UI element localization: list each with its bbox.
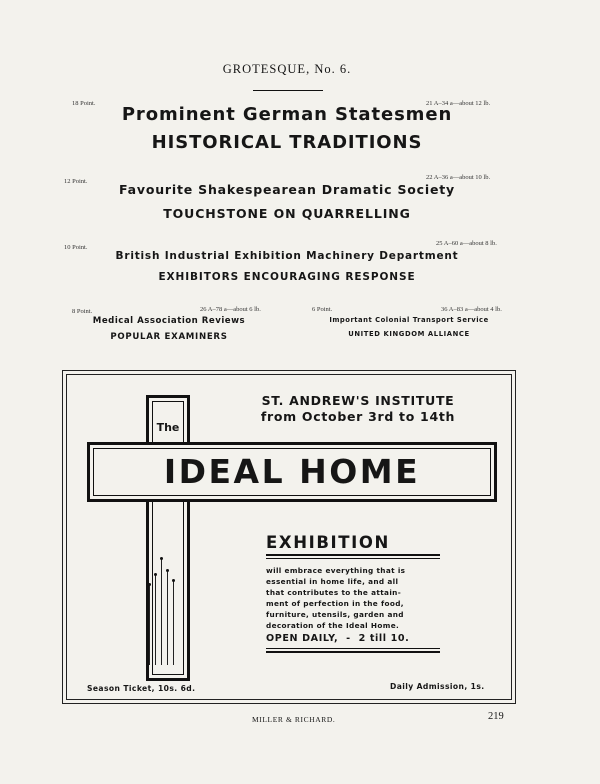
size-label: 6 Point. bbox=[312, 306, 333, 313]
size-label: 18 Point. bbox=[72, 100, 96, 107]
weight-note: 21 A–34 a—about 12 lb. bbox=[426, 100, 491, 107]
ad-open-daily: OPEN DAILY, - 2 till 10. bbox=[266, 633, 410, 644]
exhibition-rule-thin bbox=[266, 558, 440, 559]
ad-body-line: will embrace everything that is bbox=[266, 566, 406, 575]
stalk-ornament bbox=[173, 581, 174, 665]
specimen-caps-line: POPULAR EXAMINERS bbox=[110, 332, 228, 342]
stalk-ornament bbox=[161, 559, 162, 665]
ad-daily-admission: Daily Admission, 1s. bbox=[390, 682, 485, 691]
stalk-dot bbox=[148, 583, 151, 586]
ad-body-line: essential in home life, and all bbox=[266, 577, 399, 586]
stalk-dot bbox=[172, 579, 175, 582]
ad-dates: from October 3rd to 14th bbox=[260, 409, 456, 424]
open-rule-thin bbox=[266, 648, 440, 649]
weight-note: 25 A–60 a—about 8 lb. bbox=[436, 240, 497, 247]
specimen-caps-line: HISTORICAL TRADITIONS bbox=[151, 132, 423, 153]
specimen-caps-line: UNITED KINGDOM ALLIANCE bbox=[348, 330, 470, 338]
ad-body-line: that contributes to the attain- bbox=[266, 588, 402, 597]
size-label: 10 Point. bbox=[64, 244, 88, 251]
ad-season-ticket: Season Ticket, 10s. 6d. bbox=[87, 684, 196, 693]
specimen-line: Important Colonial Transport Service bbox=[329, 316, 489, 324]
specimen-caps-line: TOUCHSTONE ON QUARRELLING bbox=[163, 206, 411, 221]
weight-note: 22 A–36 a—about 10 lb. bbox=[426, 174, 491, 181]
ad-body-line: ment of perfection in the food, bbox=[266, 599, 404, 608]
ad-body-line: furniture, utensils, garden and bbox=[266, 610, 404, 619]
specimen-line: Favourite Shakespearean Dramatic Society bbox=[119, 182, 455, 197]
ad-the: The bbox=[156, 421, 180, 434]
stalk-ornament bbox=[155, 575, 156, 665]
footer-publisher: MILLER & RICHARD. bbox=[252, 715, 336, 724]
ad-venue: ST. ANDREW'S INSTITUTE bbox=[261, 393, 455, 408]
open-rule-thick bbox=[266, 651, 440, 653]
stalk-ornament bbox=[149, 585, 150, 665]
size-label: 8 Point. bbox=[72, 308, 93, 315]
weight-note: 36 A–83 a—about 4 lb. bbox=[441, 306, 502, 313]
ideal-home-advertisement bbox=[62, 370, 516, 704]
page-title: GROTESQUE, No. 6. bbox=[222, 62, 352, 76]
stalk-dot bbox=[154, 573, 157, 576]
ad-exhibition-heading: EXHIBITION bbox=[266, 533, 390, 552]
ad-main-title: IDEAL HOME bbox=[163, 452, 421, 491]
size-label: 12 Point. bbox=[64, 178, 88, 185]
stalk-dot bbox=[166, 569, 169, 572]
weight-note: 26 A–78 a—about 6 lb. bbox=[200, 306, 261, 313]
specimen-line: Prominent German Statesmen bbox=[121, 104, 453, 125]
title-rule bbox=[253, 90, 323, 91]
page-number: 219 bbox=[488, 711, 504, 722]
specimen-line: British Industrial Exhibition Machinery Department bbox=[115, 250, 459, 262]
stalk-ornament bbox=[167, 571, 168, 665]
stalk-dot bbox=[160, 557, 163, 560]
specimen-line: Medical Association Reviews bbox=[92, 316, 246, 326]
specimen-caps-line: EXHIBITORS ENCOURAGING RESPONSE bbox=[158, 271, 416, 283]
exhibition-rule-thick bbox=[266, 554, 440, 556]
cross-vertical-bar bbox=[146, 395, 190, 681]
ad-body-line: decoration of the Ideal Home. bbox=[266, 621, 400, 630]
